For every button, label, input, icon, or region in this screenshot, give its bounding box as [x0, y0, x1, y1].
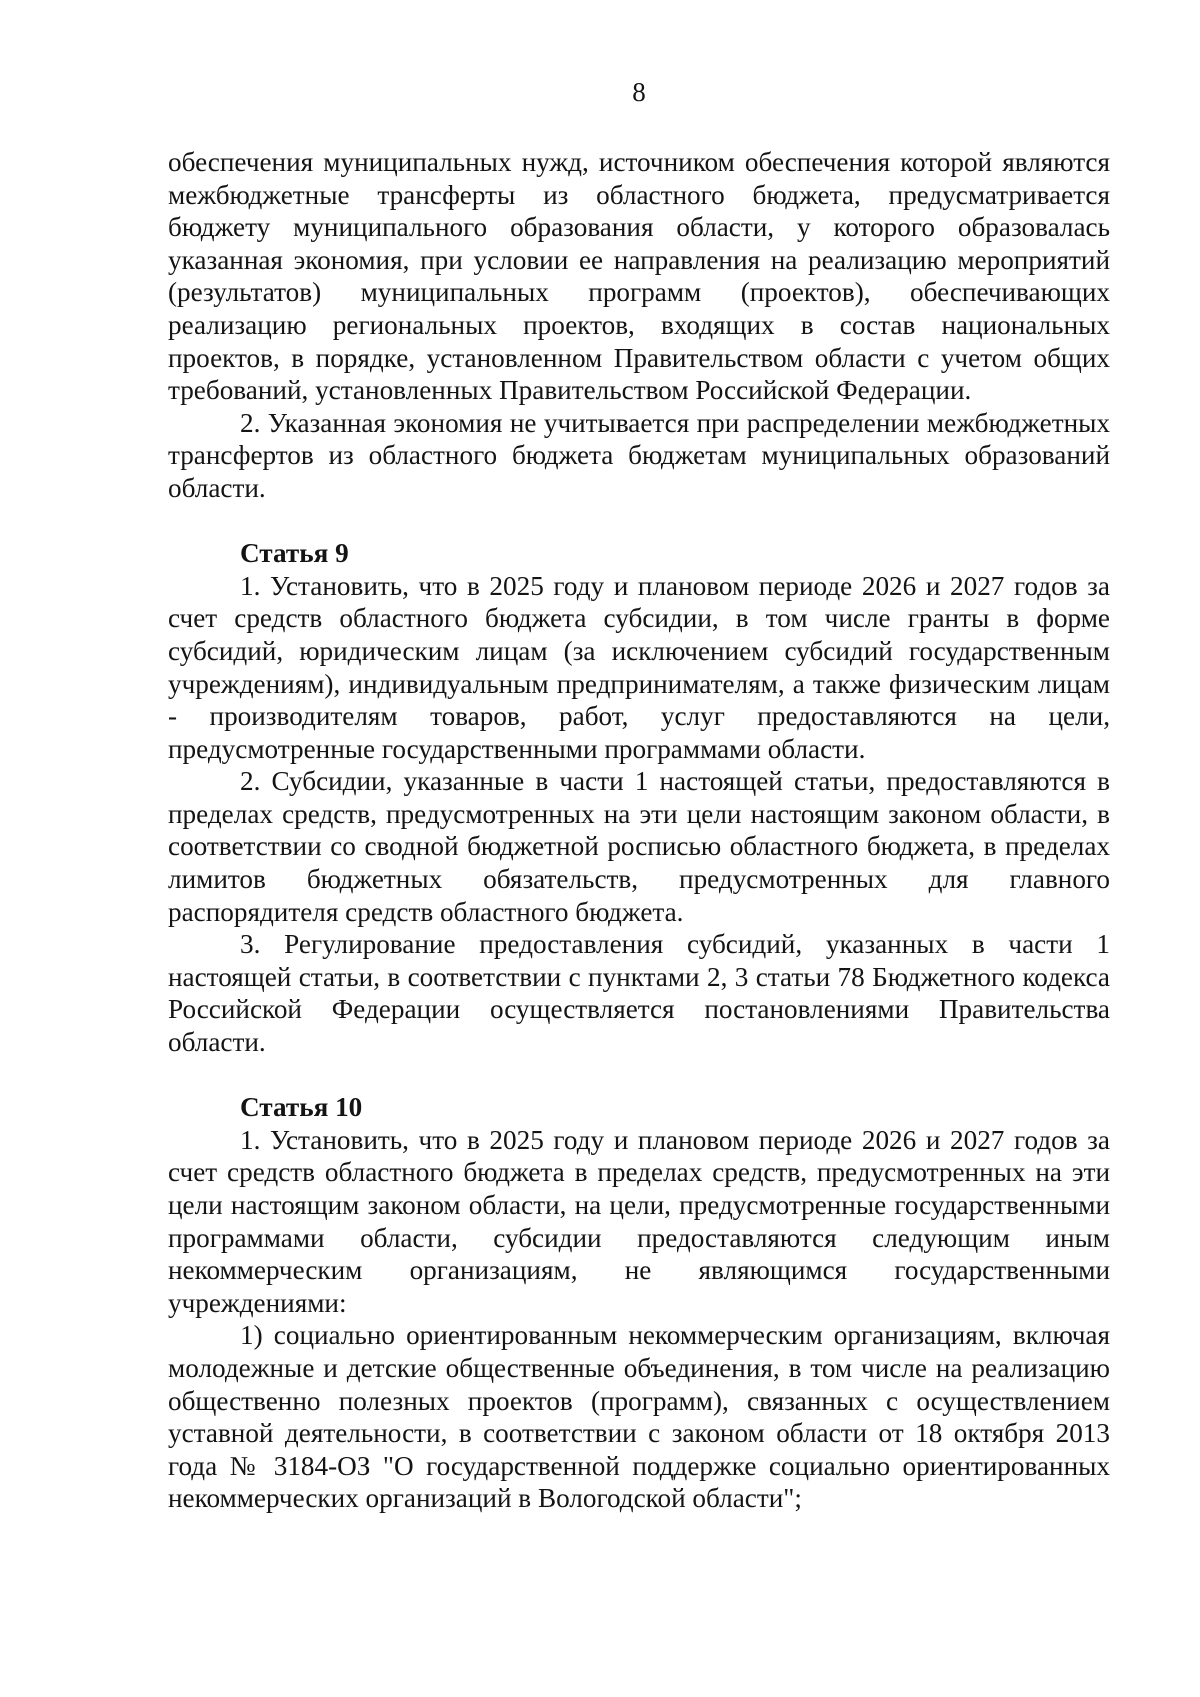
- article-10: [168, 1091, 1110, 1515]
- article-9-part-3: 3. Регулирование предоставления субсидий, указанных в части 1 настоящей статьи, в соответствии с пунктами 2, 3 статьи 78 Бюджетного кодекса Российской Федерации осуществляется постановлениями Правительства области.: [168, 929, 1110, 1058]
- article-10-part-1: 1. Установить, что в 2025 году и плановом периоде 2026 и 2027 годов за счет средств областного бюджета в пределах средств, предусмотренных на эти цели настоящим законом области, на цели, предусмотренные государственными программами области, субсидии предоставляются следующим иным некоммерческим организациям, не являющимся государственными учреждениями:: [168, 1124, 1110, 1318]
- paragraph-economy: 2. Указанная экономия не учитывается при распределении межбюджетных трансфертов из областного бюджета бюджетам муниципальных образований области.: [168, 407, 1110, 503]
- article-9-heading: Статья 9: [240, 538, 349, 569]
- article-9-part-1: 1. Установить, что в 2025 году и плановом периоде 2026 и 2027 годов за счет средств областного бюджета субсидии, в том числе гранты в форме субсидий, юридическим лицам (за исключением субсидий государственным учреждениям), индивидуальным предпринимателям, а также физическим лицам - производителям товаров, работ, услуг предоставляются на цели, предусмотренные государственными программами области.: [168, 570, 1110, 764]
- article-10-item-1: 1) социально ориентированным некоммерческим организациям, включая молодежные и детские общественные объединения, в том числе на реализацию общественно полезных проектов (программ), связанных с осуществлением уставной деятельности, в соответствии с законом области от 18 октября 2013 года № 3184-ОЗ "О государственной поддержке социально ориентированных некоммерческих организаций в Вологодской области";: [168, 1320, 1110, 1514]
- spacer: [168, 1059, 1110, 1092]
- article-9-part-2: 2. Субсидии, указанные в части 1 настоящей статьи, предоставляются в пределах средств, предусмотренных на эти цели настоящим законом области, в соответствии со сводной бюджетной росписью областного бюджета, в пределах лимитов бюджетных обязательств, предусмотренных для главного распорядителя средств областного бюджета.: [168, 766, 1110, 927]
- paragraph-continuation: обеспечения муниципальных нужд, источником обеспечения которой являются межбюджетные трансферты из областного бюджета, предусматривается бюджету муниципального образования области, у которого образовалась указанная экономия, при условии ее направления на реализацию мероприятий (результатов) муниципальных программ (проектов), обеспечивающих реализацию региональных проектов, входящих в состав национальных проектов, в порядке, установленном Правительством области с учетом общих требований, установленных Правительством Российской Федерации.: [168, 147, 1110, 406]
- document-body: [168, 146, 1110, 1515]
- article-10-heading: Статья 10: [240, 1092, 363, 1123]
- spacer: [168, 505, 1110, 538]
- page-number: 8: [632, 77, 646, 107]
- article-9: [168, 537, 1110, 1059]
